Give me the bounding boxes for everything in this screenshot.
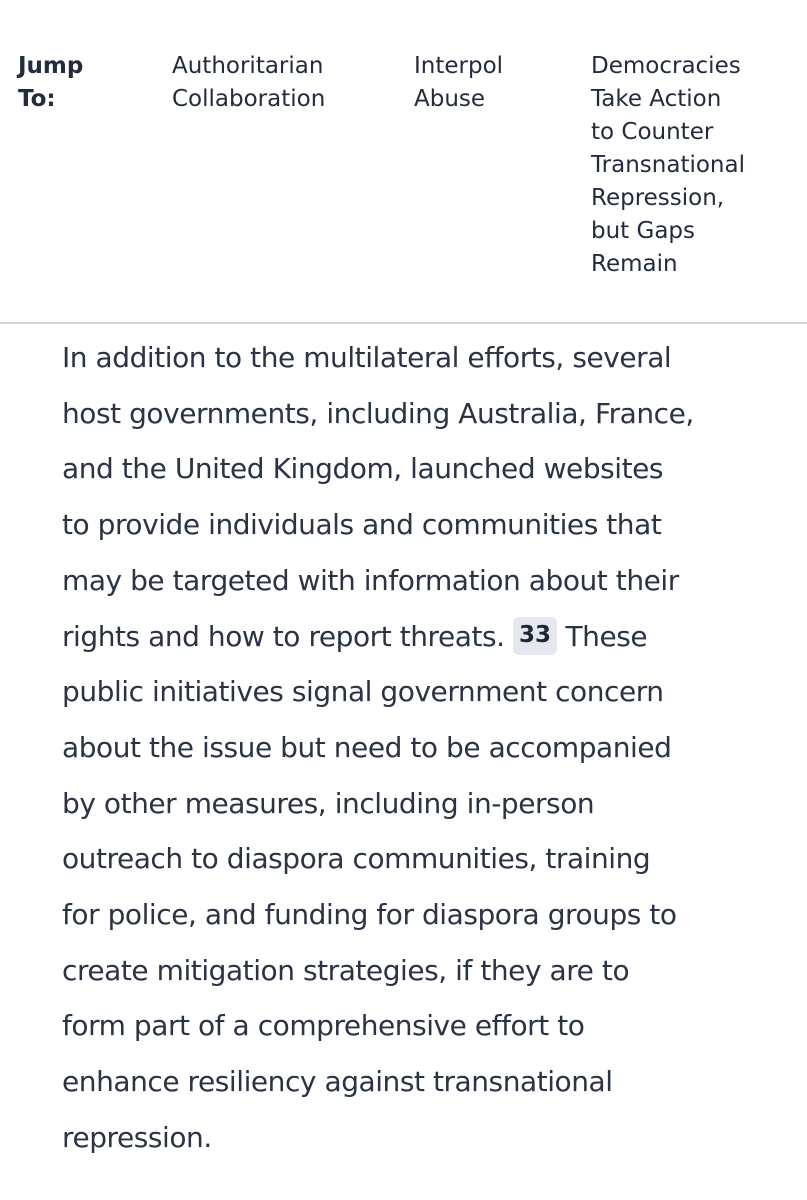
jump-link-text: Collaboration — [172, 86, 326, 112]
jump-to-label-line: To: — [18, 86, 56, 112]
jump-link-authoritarian-collaboration[interactable] — [172, 50, 382, 116]
jump-link-text: but Gaps — [591, 218, 696, 244]
article-paragraph — [62, 330, 762, 1166]
paragraph-line: for police, and funding for diaspora groups to — [62, 898, 677, 932]
jump-to-label — [18, 50, 83, 116]
paragraph-line: repression. — [62, 1120, 212, 1154]
paragraph-line: In addition to the multilateral efforts, several — [62, 341, 672, 374]
paragraph-line: form part of a comprehensive effort to — [62, 1009, 585, 1043]
jump-link-interpol-abuse[interactable] — [414, 50, 564, 116]
jump-link-text: Take Action — [591, 86, 722, 112]
jump-link-text: Abuse — [414, 86, 486, 112]
jump-link-text: Interpol — [414, 53, 504, 79]
jump-link-text: Authoritarian — [172, 53, 324, 79]
jump-link-text: Democracies — [591, 53, 741, 79]
footnote-reference-button[interactable]: 33 — [513, 617, 557, 655]
paragraph-text: These — [565, 619, 648, 653]
paragraph-line: create mitigation strategies, if they are to — [62, 953, 630, 987]
jump-link-democracies-take-action[interactable] — [591, 50, 781, 281]
article-body — [62, 330, 762, 1166]
paragraph-line: outreach to diaspora communities, training — [62, 842, 651, 876]
paragraph-line: host governments, including Australia, France, — [62, 396, 694, 430]
paragraph-line: to provide individuals and communities that — [62, 508, 662, 542]
jump-link-text: Transnational — [591, 152, 745, 178]
paragraph-text: rights and how to report threats. — [62, 619, 505, 653]
paragraph-line: enhance resiliency against transnational — [62, 1065, 613, 1099]
paragraph-line: public initiatives signal government concern — [62, 675, 664, 709]
jump-link-text: to Counter — [591, 119, 714, 145]
jump-link-text: Repression, — [591, 185, 725, 211]
paragraph-line: about the issue but need to be accompanied — [62, 730, 672, 764]
jump-to-label-line: Jump — [18, 53, 84, 79]
paragraph-line-with-footnote — [62, 609, 762, 665]
jump-to-navigation — [0, 0, 807, 324]
paragraph-line: by other measures, including in-person — [62, 786, 595, 820]
paragraph-line: and the United Kingdom, launched websites — [62, 452, 664, 486]
jump-link-text: Remain — [591, 251, 678, 277]
paragraph-line: may be targeted with information about their — [62, 563, 679, 597]
